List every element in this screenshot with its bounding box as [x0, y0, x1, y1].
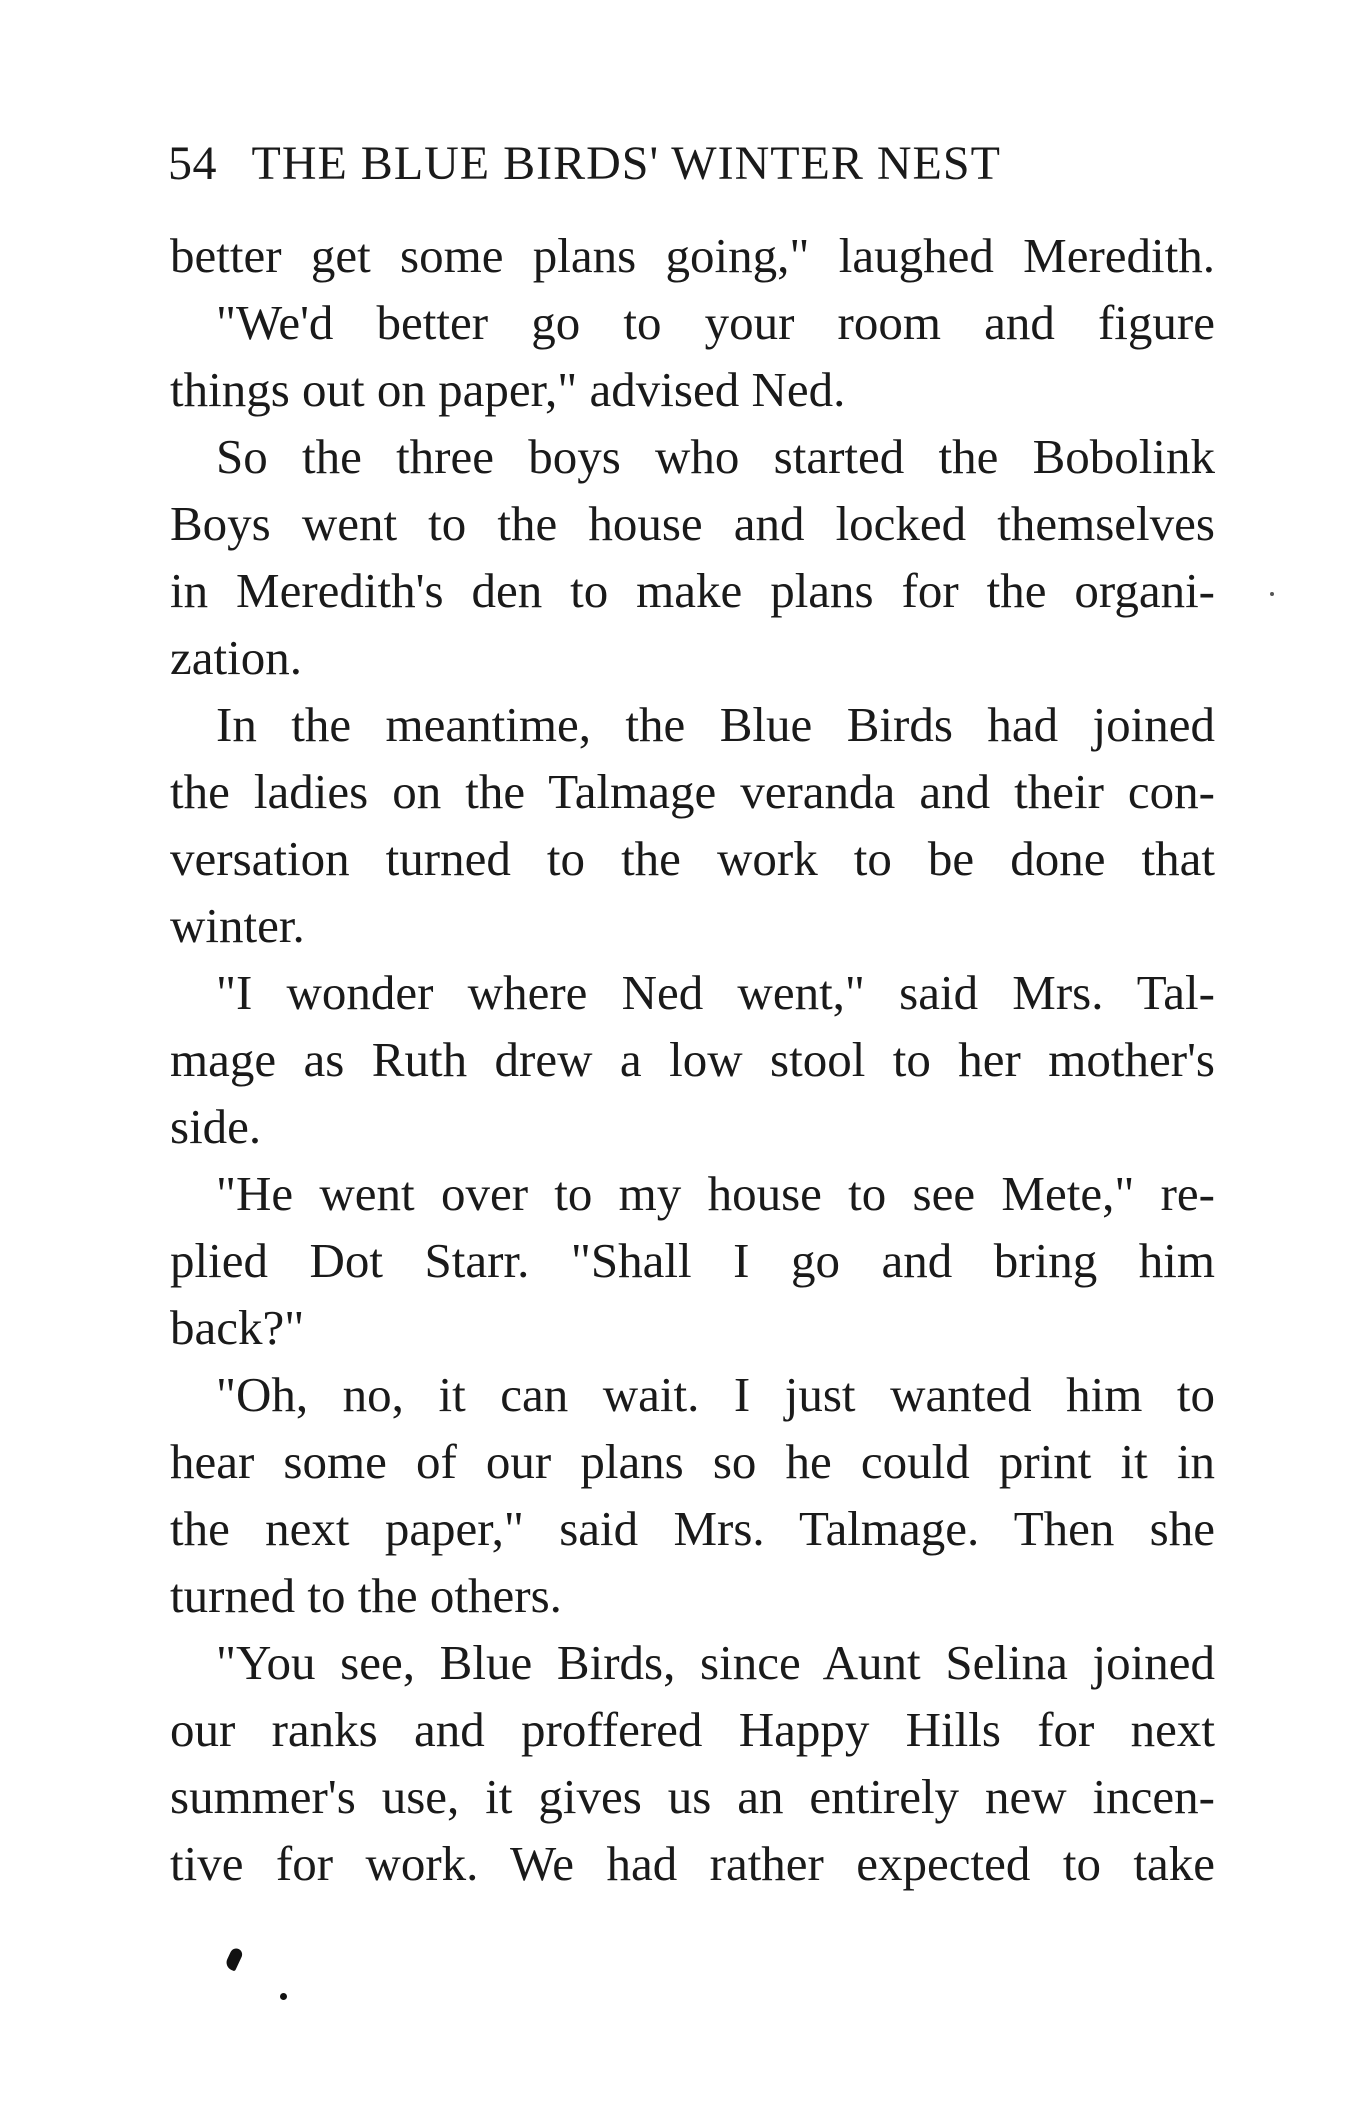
text-line: "He went over to my house to see Mete," re- — [216, 1166, 1215, 1221]
text-line: Boys went to the house and locked themselves — [170, 496, 1215, 551]
margin-dot-mark — [1270, 592, 1274, 596]
text-line: mage as Ruth drew a low stool to her mother's — [170, 1032, 1215, 1087]
text-line: the ladies on the Talmage veranda and their con- — [170, 764, 1215, 819]
text-line: So the three boys who started the Bobolink — [216, 429, 1215, 484]
text-line: side. — [170, 1099, 262, 1154]
text-line: zation. — [170, 630, 302, 685]
text-line: winter. — [170, 898, 305, 953]
page-header — [168, 134, 1218, 194]
text-line: "I wonder where Ned went," said Mrs. Tal- — [216, 965, 1215, 1020]
text-line: versation turned to the work to be done that — [170, 831, 1215, 886]
page-number: 54 — [168, 137, 217, 190]
text-line: better get some plans going," laughed Meredith. — [170, 228, 1215, 283]
text-line: summer's use, it gives us an entirely new incen- — [170, 1769, 1215, 1824]
text-line: our ranks and proffered Happy Hills for next — [170, 1702, 1215, 1757]
text-line: plied Dot Starr. "Shall I go and bring him — [170, 1233, 1215, 1288]
text-line: turned to the others. — [170, 1568, 562, 1623]
text-line: tive for work. We had rather expected to take — [170, 1836, 1215, 1891]
text-line: "We'd better go to your room and figure — [216, 295, 1215, 350]
text-line: "You see, Blue Birds, since Aunt Selina joined — [216, 1635, 1215, 1690]
text-line: In the meantime, the Blue Birds had joined — [216, 697, 1215, 752]
text-line: things out on paper," advised Ned. — [170, 362, 846, 417]
text-line: in Meredith's den to make plans for the organi- — [170, 563, 1215, 618]
text-line: back?" — [170, 1300, 305, 1355]
text-line: hear some of our plans so he could print it in — [170, 1434, 1215, 1489]
body-text — [170, 222, 1215, 1897]
ink-dot-mark — [280, 1993, 287, 2000]
text-line: the next paper," said Mrs. Talmage. Then she — [170, 1501, 1215, 1556]
ink-blot-mark — [224, 1946, 244, 1971]
text-line: "Oh, no, it can wait. I just wanted him to — [216, 1367, 1215, 1422]
running-title: THE BLUE BIRDS' WINTER NEST — [251, 137, 1001, 190]
